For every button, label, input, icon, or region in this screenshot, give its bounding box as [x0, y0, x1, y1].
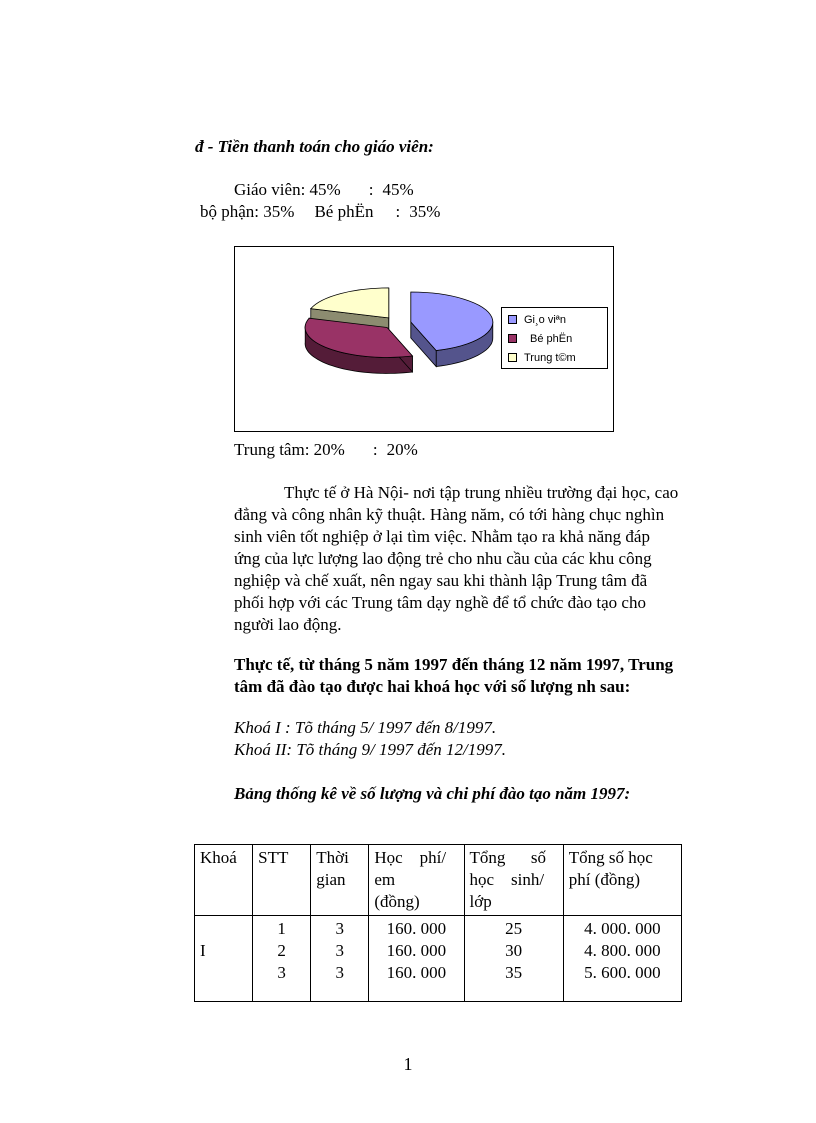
- header-course: Khoá: [195, 845, 253, 916]
- header-fee: Học phí/ em (đồng): [369, 845, 464, 916]
- legend-label-teacher: Gi¸o viªn: [524, 314, 566, 326]
- share-center-sep: :: [372, 440, 378, 459]
- legend-item-department: [508, 332, 572, 346]
- statistics-table: [194, 844, 682, 1002]
- share-teacher-label: Giáo viên: 45%: [234, 180, 341, 199]
- share-department-value: 35%: [409, 202, 441, 221]
- course-2: Khoá II: Tõ tháng 9/ 1997 đến 12/1997.: [234, 740, 506, 759]
- paragraph-line: Thực tế ở Hà Nội- nơi tập trung nhiều trường đại học, cao: [284, 483, 679, 502]
- paragraph-line: phối hợp với các Trung tâm dạy nghề để tổ chức đào tạo cho: [234, 593, 646, 612]
- paragraph-hanoi: [234, 482, 740, 636]
- share-department-label: bộ phận: 35%: [200, 202, 295, 221]
- share-teacher: [234, 180, 414, 200]
- paragraph-line: tâm đã đào tạo được hai khoá học với số lượng nh sau:: [234, 677, 631, 696]
- paragraph-line: Thực tế, từ tháng 5 năm 1997 đến tháng 12 năm 1997, Trung: [234, 655, 674, 674]
- share-department-sep: :: [395, 202, 401, 221]
- header-students: Tổng số học sinh/ lớp: [464, 845, 563, 916]
- share-teacher-sep: :: [368, 180, 374, 199]
- share-teacher-value: 45%: [382, 180, 414, 199]
- chart-legend: [501, 307, 608, 369]
- legend-swatch-teacher: [508, 315, 517, 324]
- legend-item-center: [508, 351, 576, 365]
- share-center: [234, 440, 418, 460]
- cell-course: I: [195, 916, 253, 1002]
- cell-stt: 1 2 3: [253, 916, 311, 1002]
- share-department-garbled: Bé phËn: [314, 202, 374, 221]
- header-time: Thời gian: [311, 845, 369, 916]
- legend-label-department: Bé phËn: [530, 333, 573, 345]
- paragraph-line: nghiệp và chế xuất, nên ngay sau khi thành lập Trung tâm đã: [234, 571, 648, 590]
- paragraph-line: sinh viên tốt nghiệp ở lại tìm việc. Nhằm tạo ra khả năng đáp: [234, 527, 650, 546]
- page-number: 1: [403, 1054, 413, 1074]
- paragraph-line: đẳng và công nhân kỹ thuật. Hàng năm, có tới hàng chục nghìn: [234, 505, 665, 524]
- cell-students: 25 30 35: [464, 916, 563, 1002]
- table-title: Bảng thống kê về số lượng và chi phí đào tạo năm 1997:: [234, 784, 631, 803]
- cell-fee: 160. 000 160. 000 160. 000: [369, 916, 464, 1002]
- cell-time: 3 3 3: [311, 916, 369, 1002]
- cell-total: 4. 000. 000 4. 800. 000 5. 600. 000: [563, 916, 681, 1002]
- paragraph-line: người lao động.: [234, 615, 342, 634]
- course-1: Khoá I : Tõ tháng 5/ 1997 đến 8/1997.: [234, 718, 497, 737]
- legend-item-teacher: [508, 313, 566, 327]
- section-heading: đ - Tiền thanh toán cho giáo viên:: [195, 137, 434, 156]
- paragraph-line: ứng của lực lượng lao động trẻ cho nhu cầu của các khu công: [234, 549, 652, 568]
- share-department: [200, 202, 440, 222]
- header-total: Tổng số học phí (đồng): [563, 845, 681, 916]
- legend-swatch-department: [508, 334, 517, 343]
- legend-label-center: Trung t©m: [524, 352, 576, 364]
- share-center-label: Trung tâm: 20%: [234, 440, 345, 459]
- paragraph-training: [234, 654, 740, 698]
- table-header-row: [195, 845, 682, 916]
- legend-swatch-center: [508, 353, 517, 362]
- table-row: [195, 916, 682, 1002]
- share-center-value: 20%: [386, 440, 418, 459]
- header-stt: STT: [253, 845, 311, 916]
